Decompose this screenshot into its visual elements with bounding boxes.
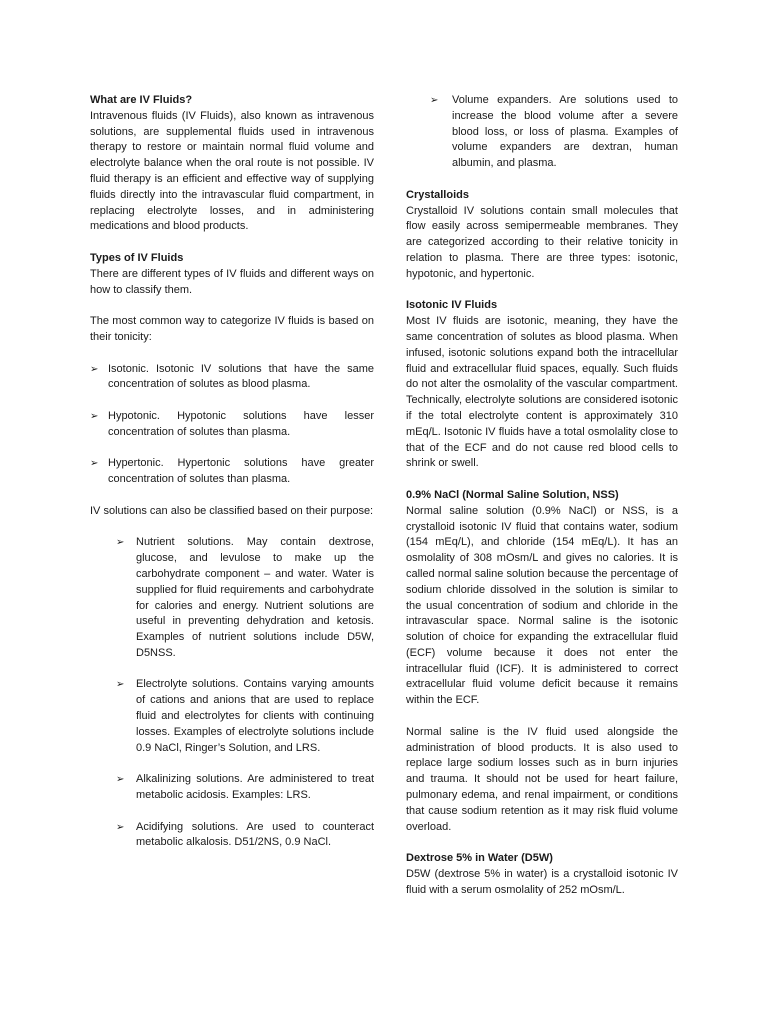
paragraph-what-are-iv-fluids: Intravenous fluids (IV Fluids), also known as intravenous solutions, are supplemental fluids used in intravenous therapy to restore or maintain normal fluid volume and electrolyte balance when the oral route is not possible. IV fluid therapy is an efficient and effective way of supplying fluids directly into the intravascular fluid compartment, in replacing electrolyte losses, and in administering medications and blood products. [90,109,374,233]
list-item-text: Isotonic. Isotonic IV solutions that have the same concentration of solutes as blood plasma. [108,362,374,391]
arrowhead-bullet-icon: ➢ [116,821,125,833]
heading-d5w: Dextrose 5% in Water (D5W) [406,852,553,865]
arrowhead-bullet-icon: ➢ [116,774,125,786]
list-item-volume-expanders [406,93,678,172]
list-item-text: Hypertonic. Hypertonic solutions have greater concentration of solutes than plasma. [108,457,374,486]
right-column [406,93,678,899]
arrowhead-bullet-icon: ➢ [90,458,99,470]
list-item-electrolyte-solutions [90,677,374,756]
list-item-alkalinizing-solutions [90,772,374,804]
paragraph-d5w: D5W (dextrose 5% in water) is a crystalloid isotonic IV fluid with a serum osmolality of 252 mOsm/L. [406,868,678,896]
paragraph-crystalloids: Crystalloid IV solutions contain small molecules that flow easily across semipermeable membranes. They are categorized according to their relative tonicity in relation to plasma. There are three types: isotonic, hypotonic, and hypertonic. [406,204,678,280]
list-item-text: Electrolyte solutions. Contains varying amounts of cations and anions that are used to replace fluid and electrolytes for clients with continuing losses. Examples of electrolyte solutions include 0.9 NaCl, Ringer’s Solution, and LRS. [136,678,374,754]
list-item-text: Alkalinizing solutions. Are administered to treat metabolic acidosis. Examples: LRS. [136,773,374,802]
list-item-text: Hypotonic. Hypotonic solutions have lesser concentration of solutes than plasma. [108,409,374,438]
paragraph-purpose-intro: IV solutions can also be classified based on their purpose: [90,504,374,517]
list-item-hypertonic [90,456,374,488]
list-item-isotonic [90,362,374,394]
paragraph-normal-saline-uses: Normal saline is the IV fluid used alongside the administration of blood products. It is also used to replace large sodium losses such as in burn injuries and trauma. It should not be used for heart failure, pulmonary edema, and renal impairment, or conditions that cause sodium retention as it may risk fluid volume overload. [406,725,678,833]
list-item-nutrient-solutions [90,535,374,661]
left-column [90,93,374,851]
arrowhead-bullet-icon: ➢ [90,410,99,422]
list-item-hypotonic [90,409,374,441]
list-item-acidifying-solutions [90,820,374,852]
heading-what-are-iv-fluids: What are IV Fluids? [90,94,193,106]
heading-types-of-iv-fluids: Types of IV Fluids [90,251,184,264]
paragraph-tonicity-intro: The most common way to categorize IV fluids is based on their tonicity: [90,315,374,343]
arrowhead-bullet-icon: ➢ [116,537,125,549]
heading-isotonic-iv-fluids: Isotonic IV Fluids [406,299,498,312]
list-item-text: Acidifying solutions. Are used to counteract metabolic alkalosis. D51/2NS, 0.9 NaCl. [136,820,374,849]
paragraph-normal-saline: Normal saline solution (0.9% NaCl) or NSS, is a crystalloid isotonic IV fluid that contains water, sodium (154 mEq/L), and chloride (154 mEq/L). It has an osmolality of 308 mOsm/L and gives no calories. It is called normal saline solution because the percentage of sodium chloride dissolved in the solution is similar to the usual concentration of sodium and chloride in the intravascular space. Normal saline is the isotonic solution of choice for expanding the extracellular fluid (ECF) volume because it does not enter the intracellular fluid (ICF). It is administered to correct extracellular fluid volume deficit because it remains within the ECF. [406,504,678,707]
heading-crystalloids: Crystalloids [406,188,469,201]
paragraph-types-of-iv-fluids: There are different types of IV fluids and different ways on how to classify them. [90,267,374,296]
arrowhead-bullet-icon: ➢ [430,95,439,106]
list-item-text: Nutrient solutions. May contain dextrose, glucose, and levulose to make up the carbohydrate component – and water. Water is supplied for fluid requirements and carbohydrate for calories and energy. Nutrient solutions are useful in preventing dehydration and ketosis. Examples of nutrient solutions include D5W, D5NSS. [136,536,374,659]
paragraph-isotonic-iv-fluids: Most IV fluids are isotonic, meaning, they have the same concentration of solutes as blood plasma. When infused, isotonic solutions expand both the intracellular fluid and extracellular fluid spaces, equally. Such fluids do not alter the osmolality of the vascular compartment. Technically, electrolyte solutions are considered isotonic if the total electrolyte content is approximately 310 mEq/L. Isotonic IV fluids have a total osmolality close to that of the ECF and do not cause red blood cells to shrink or swell. [406,315,678,470]
arrowhead-bullet-icon: ➢ [116,679,125,691]
arrowhead-bullet-icon: ➢ [90,363,99,375]
heading-normal-saline: 0.9% NaCl (Normal Saline Solution, NSS) [406,488,619,501]
list-item-text: Volume expanders. Are solutions used to increase the blood volume after a severe blood loss, or loss of plasma. Examples of volume expanders are dextran, human albumin, and plasma. [452,94,678,170]
